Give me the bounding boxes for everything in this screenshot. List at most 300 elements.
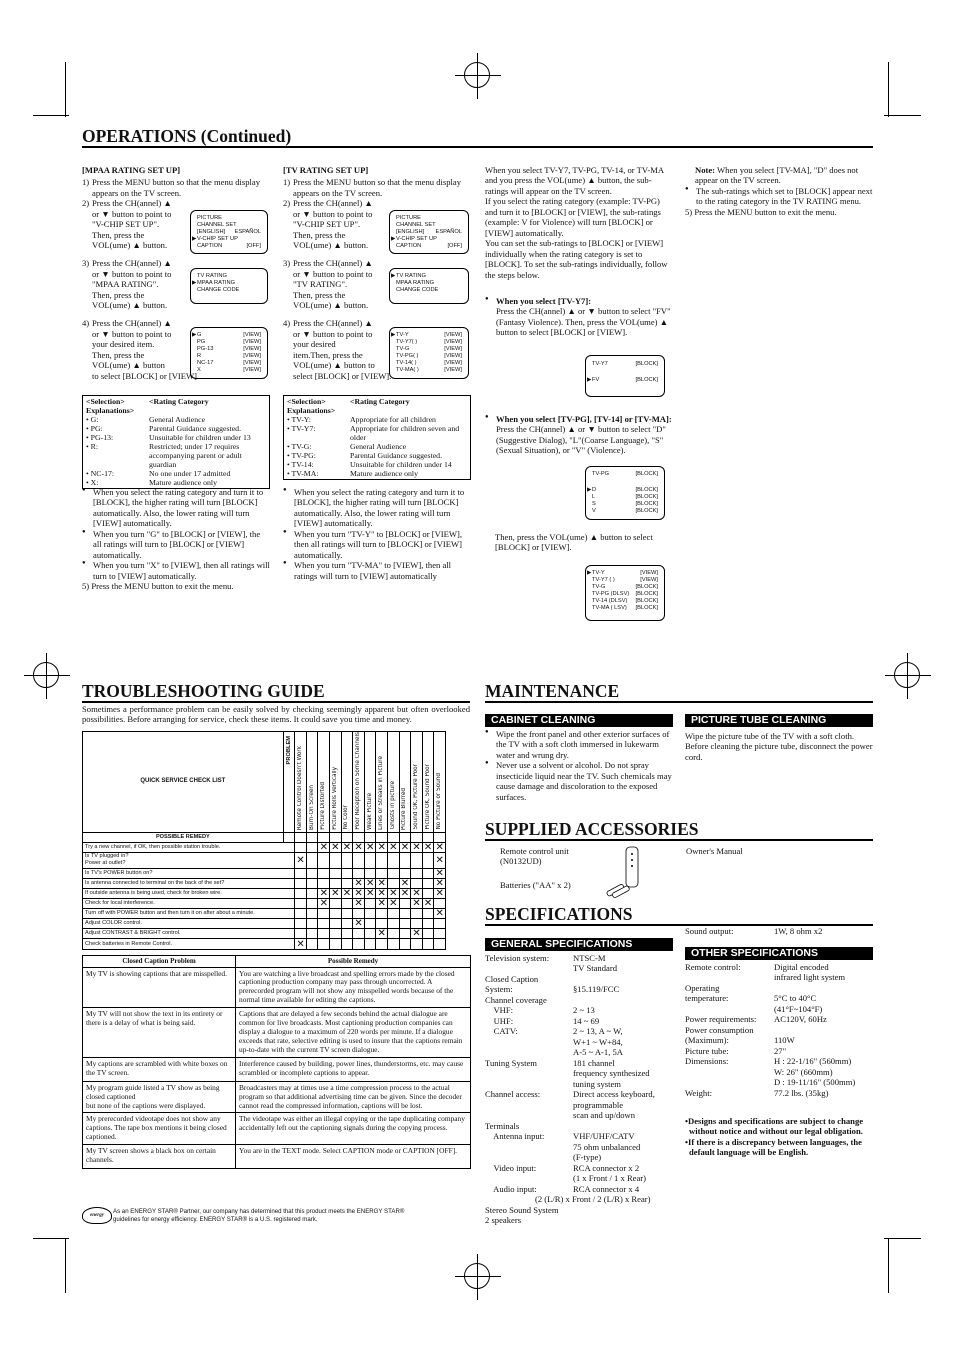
check-mark-icon: ✕ xyxy=(400,878,410,889)
blank-cell xyxy=(318,832,330,842)
blank-cell xyxy=(364,832,376,842)
check-mark-icon: ✕ xyxy=(435,842,444,853)
blank-cell xyxy=(330,929,342,939)
remedy-text: Is TV plugged in? Power at outlet? xyxy=(83,852,295,868)
problem-column-label: Sound OK, Picture Poor xyxy=(413,764,420,830)
screen-row xyxy=(197,367,261,374)
blank-cell xyxy=(341,929,353,939)
rating-row xyxy=(287,469,467,478)
registration-mark xyxy=(894,662,920,688)
check-mark-icon: ✕ xyxy=(423,898,433,909)
blank-cell xyxy=(388,939,400,949)
screen-row xyxy=(592,508,658,515)
bullet-item: ● Never use a solvent or alcohol. Do not spray insecticide liquid near the TV. Such chemicals may cause damage and discoloration to the exposed surfaces. xyxy=(485,760,673,802)
spec-value: 110W xyxy=(774,1035,795,1046)
check-mark-icon: ✕ xyxy=(319,898,328,909)
blank-cell xyxy=(388,919,400,929)
cabinet-cleaning-heading: CABINET CLEANING xyxy=(485,714,673,727)
screen-row-value: [VIEW] xyxy=(444,332,462,338)
spec-value: H : 22-1/16" (560mm) W: 26" (660mm) D : 19-11/16" (500mm) xyxy=(774,1056,856,1088)
cc-remedy: You are in the TEXT mode. Select CAPTION mode or CAPTION [OFF]. xyxy=(236,1145,471,1169)
check-mark-icon: ✕ xyxy=(365,888,375,899)
menu-screen-rating: TV RATING ▶ MPAA RATING CHANGE CODE xyxy=(190,268,268,304)
check-mark-icon: ✕ xyxy=(377,888,386,899)
screen-row xyxy=(396,353,462,360)
check-mark-icon: ✕ xyxy=(354,842,363,853)
spec-value: 2 ~ 13 xyxy=(573,1005,595,1016)
problem-column-label: Poor Reception on Some Channels xyxy=(355,732,362,830)
tvr-step-1: 1) Press the MENU button so that the menu display appears on the TV screen. xyxy=(283,177,462,198)
check-mark-icon: ✕ xyxy=(412,928,421,939)
rating-code: • NC-17: xyxy=(86,469,115,478)
menu-screen-mpaa-list xyxy=(190,327,268,379)
table-row xyxy=(83,919,446,929)
spec-value: 14 ~ 69 xyxy=(573,1015,600,1026)
blank-cell xyxy=(295,878,307,888)
specifications-notes xyxy=(685,1116,873,1158)
check-mark-icon: ✕ xyxy=(435,888,444,899)
spec-row xyxy=(685,1014,873,1024)
blank-cell xyxy=(434,939,446,949)
rating-desc: Appropriate for children seven and older xyxy=(350,424,460,442)
remedy-text: Turn off with POWER button and then turn it on after about a minute. xyxy=(83,909,295,919)
crop-mark xyxy=(33,1238,69,1239)
blank-cell xyxy=(364,919,376,929)
cc-header: Possible Remedy xyxy=(236,956,471,968)
cc-problem: My TV will not show the text in its entirety or there is a delay of what is being said. xyxy=(83,1008,236,1058)
tv-rating-table: <Selection> <Rating Category Explanations> • TV-Y: Appropriate for all children • TV-Y7: Appropriate for children seven and older • TV-G: General Audience • TV-PG: Parental Guidance suggested. • TV-14: Unsuitable for children under 14 • TV-MA: Mature audience only xyxy=(283,395,471,480)
blank-cell xyxy=(399,919,411,929)
crop-mark xyxy=(884,115,921,116)
menu-screen-rating-2: ▶ TV RATING MPAA RATING CHANGE CODE xyxy=(389,268,469,304)
spec-value: §15.119/FCC xyxy=(573,984,620,995)
table-row xyxy=(83,842,446,852)
blank-cell xyxy=(318,868,330,878)
rating-code: • TV-PG: xyxy=(287,451,316,460)
problem-column-header xyxy=(341,732,353,833)
blank-cell xyxy=(295,929,307,939)
rating-row xyxy=(287,460,467,469)
blank-cell xyxy=(364,868,376,878)
blank-cell xyxy=(434,899,446,909)
screen-row-value: [BLOCK] xyxy=(635,486,658,493)
registration-mark xyxy=(464,62,490,88)
check-mark-icon: ✕ xyxy=(342,842,352,853)
spec-value: 77.2 lbs. (35kg) xyxy=(774,1087,829,1098)
blank-cell xyxy=(434,919,446,929)
rating-row xyxy=(86,433,266,442)
subrating-pg: ● When you select [TV-PG], [TV-14] or [TV-MA]: Press the CH(annel) ▲ or ▼ button to select "D" (Suggestive Dialog), "L"(Coarse Language), "S"(Sexual Situation), or "V" (Violence). xyxy=(485,414,673,456)
bullet-item: ● When you turn "TV-MA" to [VIEW], then all ratings will turn to [VIEW] automatically xyxy=(283,560,471,581)
rating-row xyxy=(86,415,266,424)
table-row xyxy=(83,1008,471,1058)
tvr-step-2: 2) Press the CH(annel) ▲ or ▼ button to point to "V-CHIP SET UP". Then, press the VOL(ume) ▲ button. xyxy=(283,198,373,251)
check-mark-icon: ✕ xyxy=(331,888,340,899)
problem-column-label: Ghosts in picture xyxy=(389,781,396,830)
cursor-arrow-icon: ▶ xyxy=(192,235,197,242)
rating-desc: Mature audience only xyxy=(350,469,418,478)
screen-row-value: [BLOCK] xyxy=(635,597,658,604)
screen-row-value: [VIEW] xyxy=(444,338,462,345)
cursor-arrow-icon: ▶ xyxy=(587,570,592,576)
blank-cell xyxy=(388,852,400,868)
tvr-step-4: 4) Press the CH(annel) ▲ or ▼ button to point to your desired item.Then, press the VOL(ume) ▲ button to select [BLOCK] or [VIEW]. xyxy=(283,318,392,381)
rating-desc: No one under 17 admitted xyxy=(149,469,231,478)
accessory-manual: Owner's Manual xyxy=(686,846,743,856)
screen-row-value: [BLOCK] xyxy=(635,507,658,514)
spec-row xyxy=(685,1056,873,1087)
blank-cell xyxy=(399,832,411,842)
rating-code: • R: xyxy=(86,442,99,451)
screen-row xyxy=(396,367,462,374)
section-title-maintenance: MAINTENANCE xyxy=(485,681,620,701)
spec-key: Power consumption (Maximum): xyxy=(685,1024,754,1046)
screen-row-label: TV-PG( ) xyxy=(396,352,419,359)
blank-cell xyxy=(318,929,330,939)
spec-value: Direct access keyboard, programmable scan and up/down xyxy=(573,1089,655,1121)
remedy-text: Try a new channel, if OK, then possible station trouble. xyxy=(83,842,295,852)
blank-cell xyxy=(306,939,318,949)
rating-row xyxy=(86,469,266,478)
spec-value: 181 channel frequency synthesized tuning system xyxy=(573,1057,650,1089)
bullet-item: ● When you turn "TV-Y" to [BLOCK] or [VIEW], then all ratings will turn to [BLOCK] or [VIEW] automatically. xyxy=(283,529,471,560)
blank-cell xyxy=(388,832,400,842)
check-mark-icon: ✕ xyxy=(365,842,375,853)
menu-screen-vchip: PICTURE CHANNEL SET [ENGLISH] ESPAÑOL ▶ V-CHIP SET UP CAPTION [OFF] xyxy=(190,210,268,254)
rating-desc: Parental Guidance suggested. xyxy=(149,424,242,433)
blank-cell xyxy=(318,939,330,949)
blank-cell xyxy=(306,888,318,898)
spec-key: Channel access: xyxy=(485,1089,541,1100)
check-mark-icon: ✕ xyxy=(389,842,398,853)
spec-row xyxy=(485,1184,685,1194)
table-row xyxy=(83,1113,471,1145)
screen-row-value: [VIEW] xyxy=(444,359,462,366)
bullet-item: ● When you select the rating category and turn it to [BLOCK], the higher rating will turn [BLOCK] automatically. Also, the lower rating will turn [VIEW] automatically. xyxy=(82,487,270,529)
blank-cell xyxy=(411,878,423,888)
rating-code: • TV-Y7: xyxy=(287,424,316,433)
bullet-item: ● Wipe the front panel and other exterior surfaces of the TV with a soft cloth immersed in lukewarm water and wrung dry. xyxy=(485,729,673,760)
screen-row-label: ▶ D xyxy=(587,486,597,493)
rating-row xyxy=(287,424,467,442)
cc-problem: My TV screen shows a black box on certain channels. xyxy=(83,1145,236,1169)
blank-cell xyxy=(341,909,353,919)
problem-column-label: No Picture or Sound xyxy=(436,773,443,830)
spec-row xyxy=(485,1131,685,1162)
section-title-accessories: SUPPLIED ACCESSORIES xyxy=(485,819,699,839)
blank-cell xyxy=(411,868,423,878)
blank-cell xyxy=(295,868,307,878)
blank-cell xyxy=(353,939,365,949)
rating-code: • TV-MA: xyxy=(287,469,319,478)
screen-row xyxy=(587,486,658,494)
cursor-arrow-icon: ▶ xyxy=(192,279,197,286)
screen-row xyxy=(197,353,261,360)
table-row xyxy=(83,1057,471,1081)
blank-cell xyxy=(364,929,376,939)
general-specifications xyxy=(485,953,685,1226)
crop-mark xyxy=(33,115,69,116)
energy-star-logo-icon: energy xyxy=(82,1207,112,1224)
crop-mark xyxy=(65,1238,66,1293)
spec-value: Digital encoded infrared light system xyxy=(774,962,846,983)
screen-row-value: [VIEW] xyxy=(640,576,658,583)
qsc-title: QUICK SERVICE CHECK LIST xyxy=(140,778,226,785)
subrating-intro: When you select TV-Y7, TV-PG, TV-14, or TV-MA and you press the VOL(ume) ▲ button, the sub-ratings will appear on the TV screen. If you select the rating category (example: TV-PG) and turn it to [BLOCK] or [VIEW], the sub-ratings (example: V for Violence) will turn [BLOCK] or [VIEW] automatically. You can set the sub-ratings to [BLOCK] or [VIEW] individually when the rating category is set to [BLOCK]. To set the sub-ratings individually, follow the steps below. xyxy=(485,165,668,280)
blank-cell xyxy=(434,832,446,842)
screen-row-label: S xyxy=(592,500,596,507)
bullet-item: ● When you turn "X" to [VIEW], then all ratings will turn to [VIEW] automatically. xyxy=(82,560,270,581)
screen-row xyxy=(592,577,658,584)
bullet-item: ● When you select the rating category and turn it to [BLOCK], the higher rating will turn [BLOCK] automatically. Also, the lower rating will turn [VIEW] automatically. xyxy=(283,487,471,529)
blank-cell xyxy=(330,899,342,909)
problem-column-header xyxy=(434,732,446,833)
spec-key: Video input: xyxy=(485,1162,537,1173)
blank-cell xyxy=(422,868,434,878)
spec-row xyxy=(485,1163,685,1184)
blank-cell xyxy=(330,939,342,949)
blank-cell xyxy=(295,919,307,929)
check-mark-icon: ✕ xyxy=(389,898,398,909)
screen-row-label: TV-PG (DLSV) xyxy=(592,590,630,597)
screen-row xyxy=(592,361,658,368)
screen-row-label: TV-Y7 ( ) xyxy=(592,576,615,583)
blank-cell xyxy=(330,919,342,929)
screen-row-value: [BLOCK] xyxy=(635,493,658,500)
problem-column-label: Picture Blurred xyxy=(401,787,408,830)
table-row xyxy=(83,888,446,898)
picture-tube-cleaning-heading: PICTURE TUBE CLEANING xyxy=(685,714,873,727)
cursor-arrow-icon: ▶ xyxy=(391,332,396,338)
check-mark-icon: ✕ xyxy=(365,878,375,889)
accessory-remote: Remote control unit (N0132UD) xyxy=(500,846,569,867)
cursor-arrow-icon: ▶ xyxy=(587,486,592,493)
section-title-operations: OPERATIONS (Continued) xyxy=(82,126,292,146)
screen-row xyxy=(391,332,462,339)
accessory-batteries: Batteries ("AA" x 2) xyxy=(500,880,571,890)
divider xyxy=(82,701,470,703)
check-mark-icon: ✕ xyxy=(331,842,340,853)
screen-row-label: TV-MA ( LSV) xyxy=(592,604,627,611)
cursor-arrow-icon: ▶ xyxy=(391,273,396,279)
check-mark-icon: ✕ xyxy=(319,888,328,899)
blank-cell xyxy=(388,878,400,888)
spec-row xyxy=(685,1088,873,1098)
check-mark-icon: ✕ xyxy=(412,888,421,899)
tv-rating-notes xyxy=(283,487,471,581)
screen-row xyxy=(396,339,462,346)
rating-code: • G: xyxy=(86,415,99,424)
screen-row-label: V xyxy=(592,507,596,514)
screen-row-value: [BLOCK] xyxy=(635,500,658,507)
blank-cell xyxy=(295,832,307,842)
screen-row xyxy=(197,339,261,346)
spec-key: Antenna input: xyxy=(485,1131,545,1142)
blank-cell xyxy=(353,909,365,919)
check-mark-icon: ✕ xyxy=(319,842,328,853)
cc-remedy: Interference caused by building, power lines, thunderstorms, etc. may cause scrambled or incomplete captions to appear. xyxy=(236,1057,471,1081)
check-mark-icon: ✕ xyxy=(296,938,305,950)
spec-stereo: Stereo Sound System 2 speakers xyxy=(485,1204,559,1226)
spec-row xyxy=(485,974,685,995)
spec-key: Closed Caption System: xyxy=(485,973,539,995)
cc-remedy: You are watching a live broadcast and spelling errors made by the closed captioning production company may pass through uncorrected. A prerecorded program will not show any misspelled words because of the normal time available for editing the captions. xyxy=(236,967,471,1008)
subrating-y7: ● When you select [TV-Y7]: Press the CH(annel) ▲ or ▼ button to select "FV" (Fantasy Violence). Then, press the VOL(ume) ▲ button to select [BLOCK] or [VIEW]. xyxy=(485,296,673,338)
screen-row xyxy=(592,471,658,478)
blank-cell xyxy=(376,909,388,919)
screen-row xyxy=(197,346,261,353)
rating-row xyxy=(86,478,266,487)
spec-value: 2 ~ 13, A ~ W, W+1 ~ W+84, A-5 ~ A-1, 5A xyxy=(573,1026,624,1058)
rating-code: • TV-Y: xyxy=(287,415,311,424)
rating-desc: Parental Guidance suggested. xyxy=(350,451,443,460)
remedy-text: Is antenna connected to terminal on the back of the set? xyxy=(83,878,295,888)
check-mark-icon: ✕ xyxy=(412,898,421,909)
mpaa-rating-table: <Selection> <Rating Category Explanations> • G: General Audience • PG: Parental Guidance suggested. • PG-13: Unsuitable for children under 13 • R: Restricted; under 17 requires accompanying parent or adult guardian • NC-17: No one under 17 admitted • X: Mature audience only xyxy=(82,395,270,489)
blank-cell xyxy=(422,919,434,929)
spec-value: AC120V, 60Hz xyxy=(774,1014,827,1025)
problem-column-header xyxy=(411,732,423,833)
quick-service-check-table xyxy=(82,731,446,950)
other-specifications xyxy=(685,962,873,1098)
screen-row-label: L xyxy=(592,493,596,500)
blank-cell xyxy=(364,909,376,919)
registration-mark xyxy=(464,1263,490,1289)
section-title-troubleshooting: TROUBLESHOOTING GUIDE xyxy=(82,681,325,701)
problem-column-header xyxy=(399,732,411,833)
blank-cell xyxy=(353,868,365,878)
screen-row-value: [VIEW] xyxy=(444,352,462,359)
spec-row xyxy=(685,983,873,1014)
note-block: Note: When you select [TV-MA], "D" does not appear on the TV screen. ● The sub-ratings which set to [BLOCK] appear next to the rating category in the TV RATING menu. 5) Press the MENU button to exit the menu. xyxy=(685,165,873,217)
cc-header: Closed Caption Problem xyxy=(83,956,236,968)
blank-cell xyxy=(411,919,423,929)
screen-row-label: ▶ TV-Y xyxy=(587,570,605,576)
blank-cell xyxy=(388,868,400,878)
screen-row-value: [BLOCK] xyxy=(635,604,658,611)
rating-row xyxy=(287,451,467,460)
spec-value: 27" xyxy=(774,1045,787,1056)
screen-row-value: [VIEW] xyxy=(640,570,658,576)
blank-cell xyxy=(306,899,318,909)
problem-column-header xyxy=(364,732,376,833)
tvr-step-3: 3) Press the CH(annel) ▲ or ▼ button to point to "TV RATING". Then, press the VOL(ume) ▲ button. xyxy=(283,258,373,311)
screen-row-label: R xyxy=(197,352,202,359)
blank-cell xyxy=(318,878,330,888)
remedy-text: If outside antenna is being used, check for broken wire. xyxy=(83,888,295,898)
problem-column-header xyxy=(306,732,318,833)
spec-row xyxy=(485,1005,685,1015)
mpaa-step-2: 2) Press the CH(annel) ▲ or ▼ button to point to "V-CHIP SET UP". Then, press the VOL(ume) ▲ button. xyxy=(82,198,172,251)
table-row xyxy=(83,852,446,868)
problem-column-header xyxy=(318,732,330,833)
blank-cell xyxy=(434,929,446,939)
screen-row xyxy=(197,360,261,367)
blank-cell xyxy=(306,929,318,939)
blank-cell xyxy=(422,888,434,898)
blank-cell xyxy=(306,842,318,852)
rating-desc: Appropriate for all children xyxy=(350,415,436,424)
mpaa-notes xyxy=(82,487,270,581)
check-mark-icon: ✕ xyxy=(400,842,410,853)
screen-row xyxy=(592,501,658,508)
spec-row xyxy=(685,1025,873,1046)
divider xyxy=(485,701,873,703)
check-mark-icon: ✕ xyxy=(377,898,386,909)
blank-cell xyxy=(306,852,318,868)
blank-cell xyxy=(330,832,342,842)
blank-cell xyxy=(388,909,400,919)
blank-cell xyxy=(422,929,434,939)
table-row xyxy=(83,939,446,949)
blank-cell xyxy=(306,832,318,842)
spec-key: Channel coverage xyxy=(485,994,547,1005)
section-title-specifications: SPECIFICATIONS xyxy=(485,904,633,924)
screen-row-label: TV-Y7( ) xyxy=(396,338,418,345)
table-row xyxy=(83,909,446,919)
picture-tube-cleaning-text: Wipe the picture tube of the TV with a soft cloth. Before cleaning the picture tube, disconnect the power cord. xyxy=(685,731,873,762)
spec-key: Operating temperature: xyxy=(685,982,729,1004)
problem-column-header xyxy=(388,732,400,833)
rating-desc: Unsuitable for children under 13 xyxy=(149,433,251,442)
table-row xyxy=(83,1081,471,1113)
cursor-arrow-icon: ▶ xyxy=(587,376,592,383)
check-mark-icon: ✕ xyxy=(435,878,444,889)
blank-cell xyxy=(306,919,318,929)
rating-desc: General Audience xyxy=(350,442,407,451)
screen-row-label: TV-MA( ) xyxy=(396,366,419,373)
spec-row xyxy=(685,1046,873,1056)
menu-screen-vchip-2: PICTURE CHANNEL SET [ENGLISH] ESPAÑOL ▶ V-CHIP SET UP CAPTION [OFF] xyxy=(389,210,469,254)
screen-row-value: [BLOCK] xyxy=(635,590,658,597)
blank-cell xyxy=(411,909,423,919)
qsc-title-cell xyxy=(83,732,284,833)
screen-row-label: ▶ TV-Y xyxy=(391,332,409,338)
cc-problem: My captions are scrambled with white boxes on the TV screen. xyxy=(83,1057,236,1081)
check-mark-icon: ✕ xyxy=(435,868,444,879)
blank-cell xyxy=(399,909,411,919)
check-mark-icon: ✕ xyxy=(377,842,386,853)
blank-cell xyxy=(376,939,388,949)
screen-row-label: TV-14( ) xyxy=(396,359,417,366)
screen-row-label: TV-14 (DLSV) xyxy=(592,597,628,604)
spec-key: Television system: xyxy=(485,953,550,963)
mpaa-step-4: 4) Press the CH(annel) ▲ or ▼ button to point to your desired item. Then, press the VOL(ume) ▲ button to select [BLOCK] or [VIEW]. xyxy=(82,318,200,381)
rating-desc: General Audience xyxy=(149,415,206,424)
cc-remedy: Captions that are delayed a few seconds behind the actual dialogue are common for live broadcasts. Most captioning production companies can display a dialogue to a maximum of 220 words per minute. If a dialogue exceeds that rate, selective editing is used to insure that the captions remain up-to-date with the current TV screen dialogue. xyxy=(236,1008,471,1058)
blank-cell xyxy=(318,919,330,929)
remedy-text: Check batteries in Remote Control. xyxy=(83,939,295,949)
other-specifications-heading: OTHER SPECIFICATIONS xyxy=(685,947,873,960)
spec-key: CATV: xyxy=(485,1026,518,1037)
blank-cell xyxy=(422,939,434,949)
spec-sound-output: Sound output: 1W, 8 ohm x2 xyxy=(685,926,823,936)
spec-key: Audio input: xyxy=(485,1183,537,1194)
spec-row xyxy=(485,1016,685,1026)
spec-note: •If there is a discrepancy between languages, the default language will be English. xyxy=(685,1136,862,1158)
blank-cell xyxy=(422,878,434,888)
blank-cell xyxy=(330,909,342,919)
screen-row xyxy=(592,584,658,591)
bullet-item: ● When you turn "G" to [BLOCK] or [VIEW], the all ratings will turn to [BLOCK] or [VIEW] automatically. xyxy=(82,529,270,560)
spec-row xyxy=(485,1089,685,1120)
rating-code: • TV-14: xyxy=(287,460,314,469)
problem-column-label: No Color xyxy=(343,805,350,830)
blank-cell xyxy=(283,832,295,842)
problem-column-label: Picture Rolls Vertically xyxy=(331,766,338,830)
spec-key: Power requirements: xyxy=(685,1014,757,1025)
check-mark-icon: ✕ xyxy=(354,898,363,909)
